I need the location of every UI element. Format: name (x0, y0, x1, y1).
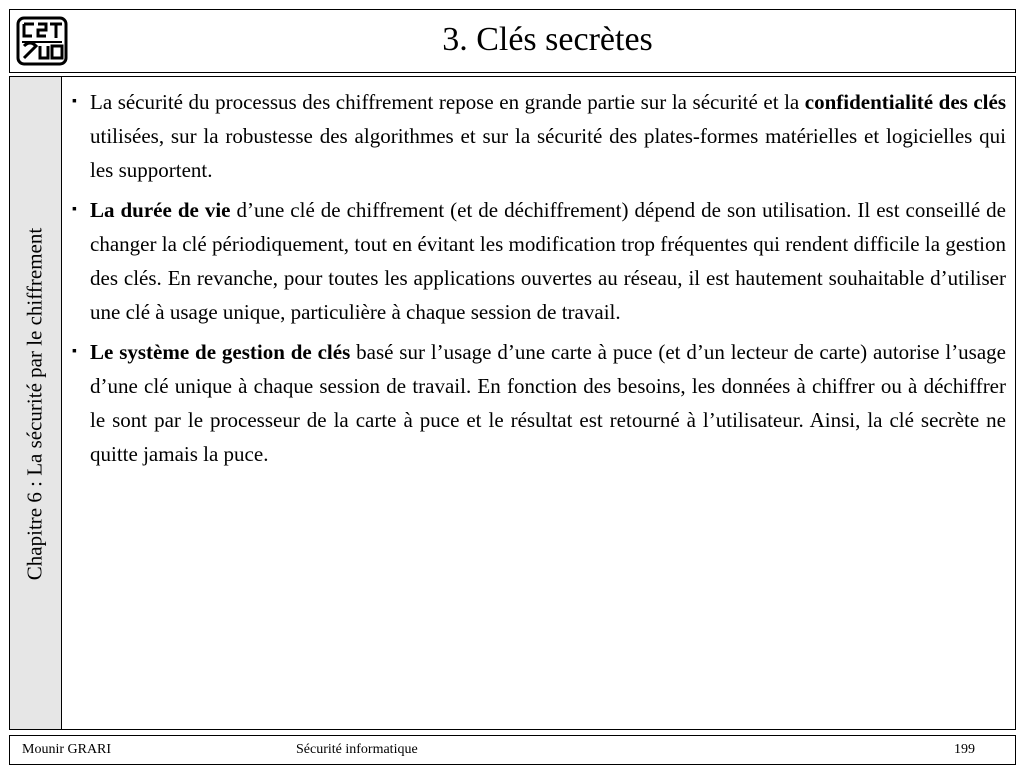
slide-footer (9, 735, 1016, 765)
bullet-list (72, 85, 1006, 477)
bullet-item (72, 335, 1006, 471)
chapter-sidebar (10, 77, 62, 729)
bullet-text: La sécurité du processus des chiffrement repose en grande partie sur la sécurité et la (90, 90, 805, 114)
slide-header (9, 9, 1016, 73)
bullet-text: utilisées, sur la robustesse des algorithmes et sur la sécurité des plates-formes matérielles et logicielles qui les supportent. (90, 124, 1006, 182)
bullet-bold-text: La durée de vie (90, 198, 231, 222)
bullet-text: basé sur l’usage d’une carte à puce (et d’un lecteur de carte) autorise l’usage d’une clé unique à chaque session de travail. En fonction des besoins, les données à chiffrer ou à déchiffrer le sont par le processeur de la carte à puce et le résultat est retourné à l’utilisateur. Ainsi, la clé secrète ne quitte jamais la puce. (90, 340, 1006, 466)
bullet-square-icon: ▪ (72, 94, 77, 109)
footer-page-number: 199 (954, 742, 975, 757)
school-monogram-logo (16, 16, 68, 66)
bullet-bold-text: Le système de gestion de clés (90, 340, 351, 364)
bullet-text: d’une clé de chiffrement (et de déchiffrement) dépend de son utilisation. Il est conseillé de changer la clé périodiquement, tout en évitant les modification trop fréquentes qui rendent difficile la gestion des clés. En revanche, pour toutes les applications ouvertes au réseau, il est hautement souhaitable d’utiliser une clé à usage unique, particulière à chaque session de travail. (90, 198, 1006, 324)
bullet-item (72, 85, 1006, 187)
footer-author: Mounir GRARI (22, 742, 112, 757)
chapter-label: Chapitre 6 : La sécurité par le chiffrement (22, 227, 47, 581)
slide-title: 3. Clés secrètes (442, 21, 653, 58)
footer-course: Sécurité informatique (296, 742, 418, 757)
bullet-bold-text: confidentialité des clés (804, 90, 1007, 114)
bullet-item (72, 193, 1006, 329)
slide-body (9, 76, 1016, 730)
bullet-square-icon: ▪ (72, 344, 77, 359)
bullet-square-icon: ▪ (72, 202, 77, 217)
